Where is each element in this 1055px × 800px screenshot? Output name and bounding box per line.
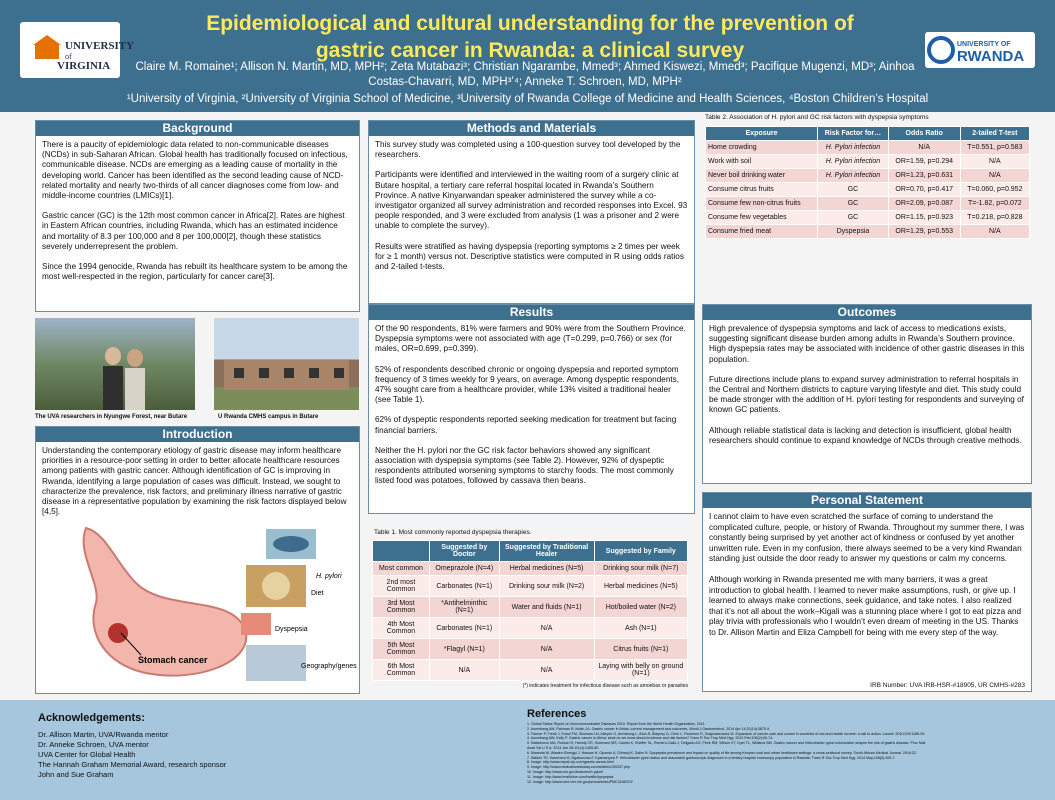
table1-cell: N/A — [429, 660, 499, 681]
svg-text:Stomach cancer: Stomach cancer — [138, 655, 208, 665]
background-paragraph-1: There is a paucity of epidemiologic data related to non-communicable diseases (NCDs) in sub-Saharan African. Global health has traditionally focused on infectious, communicable disease. NCDs are emerging as a leading cause of mortality in the developing world. Cancer has been identified as the second leading cause of NCD-related mortality and nearly two-thirds of all cancer diagnoses come from low- and middle-income countries (LMICs)[1]. — [42, 140, 348, 201]
table1-cell: 2nd most Common — [373, 576, 430, 597]
poster-title — [135, 10, 925, 64]
table1-cell: Water and fluids (N=1) — [499, 597, 594, 618]
table1-caption: Table 1. Most commonly reported dyspepsia therapies. — [374, 529, 532, 536]
table2-header-cell: 2-tailed T-test — [960, 127, 1029, 141]
svg-text:of: of — [65, 52, 72, 61]
authors: Claire M. Romaine¹; Allison N. Martin, MD, MPH²; Zeta Mutabazi³; Christian Ngarambe, Mmed³; Ahmed Kiswezi, Mmed³; Pacifique Mugenzi, MD³; Ainhoa Costas-Chavarri, MD, MPH³ʼ⁴; Anneke T. Schroen, MD, MPH² — [135, 61, 915, 88]
table2-row — [706, 225, 1030, 239]
table2 — [705, 126, 1030, 239]
table2-cell: OR=2.09, p=0.087 — [888, 197, 960, 211]
acknowledgements-list — [38, 730, 226, 780]
table1-cell: N/A — [499, 660, 594, 681]
table1-cell: *Antihelminthic (N=1) — [429, 597, 499, 618]
table2-cell: Consume few vegetables — [706, 211, 818, 225]
building-icon — [214, 318, 359, 410]
table2-cell: Consume citrus fruits — [706, 183, 818, 197]
outcomes-paragraph-3: Although reliable statistical data is lacking and detection is insufficient, global health researchers should continue to expand knowledge of NCDs through creative methods. — [709, 425, 1022, 445]
table2-cell: GC — [818, 183, 889, 197]
reference-item: 12. Image: http://www.ncbi.nlm.nih.gov/pmc/articles/PMC3156370/ — [527, 779, 633, 784]
affiliations: ¹University of Virginia, ²University of Virginia School of Medicine, ³University of Rwanda College of Medicine and Health Sciences, ⁴Boston Children’s Hospital — [126, 93, 929, 105]
title-line-2: gastric cancer in Rwanda: a clinical survey — [315, 39, 745, 62]
table2-cell: OR=1.23, p=0.631 — [888, 169, 960, 183]
outcomes-paragraph-2: Future directions include plans to expand survey administration to referral hospitals in the Central and Northern districts to capture varying lifestyle and diet. This study could be made stronger with the addition of H. pylori testing for respondents and surveying of known GC patients. — [709, 374, 1024, 415]
table1-cell: N/A — [499, 639, 594, 660]
acknowledgement-item: Dr. Anneke Schroen, UVA mentor — [38, 740, 149, 749]
results-paragraph-3: 62% of dyspeptic respondents reported seeking medication for treatment but facing financial barriers. — [375, 415, 677, 435]
introduction-paragraph: Understanding the contemporary etiology of gastric disease may inform healthcare priorities in a resource-poor setting in order to better allocate healthcare resources among patients with gastric cancer. Although identification of GC is improving in Rwanda, identifying a large population of cases was difficult. Instead, we sought to characterize the prevalence, risk factors, and preliminary illness narrative of gastric disease in a representative population by examining the risk factors displayed below [4,5]. — [42, 446, 347, 517]
table2-cell: GC — [818, 197, 889, 211]
outcomes-title: Outcomes — [703, 305, 1031, 320]
researchers-photo-icon — [35, 318, 195, 410]
svg-text:RWANDA: RWANDA — [957, 48, 1025, 65]
table2-cell: T=0.218, p=0.828 — [960, 211, 1029, 225]
table2-cell: H. Pylori infection — [818, 155, 889, 169]
table1-cell: Herbal medicines (N=5) — [594, 576, 687, 597]
table1-row — [373, 618, 688, 639]
table1-cell: Most common — [373, 562, 430, 576]
acknowledgement-item: UVA Center for Global Health — [38, 750, 136, 759]
personal-paragraph-2: Although working in Rwanda presented me with many barriers, it was a great introduction to global health. I learned to never make assumptions, rush, or give up. I learned to always make connections, seek guidance, and take notes. I also realized that it’s not all about the work–Kigali was a stunning place where I got to eat pizza and play trivia with professionals who I wouldn’t even dream of meeting in the US. Thanks to Dr. Allison Martin and Eliza Campbell for being with me every step of the way. — [709, 574, 1022, 637]
references-list — [527, 722, 927, 784]
table1-cell: Carbonates (N=1) — [429, 618, 499, 639]
table2-cell: T=0.551, p=0.583 — [960, 141, 1029, 155]
reference-item: 5. Matamoros MA, Roesch R, Hamdy CR, Sorensen MS, Cashin K, Sheffer SL, Romero-Gallo J, Delgado AG, Peek RM, Wilson KT, Dyer TL, Williams BM. Gastric cancer and Helicobacter pylori colonization shapes the risk of gastric disease. Proc Natl Acad Sci U S A. 2014 Jan 28;111(4):1455-60. — [527, 741, 926, 750]
reference-item: 6. Mwanda W, Wawire-Ehengyi J, Hassan H, Opondo A, Dhiranji K, Salim N. Dyspepsia prevalence and impact on quality of life among Kenyan rural and urban healthcare settings: a cross-sectional survey. South African Medical Journal. 2016;22. — [527, 750, 917, 755]
methods-section — [368, 120, 695, 304]
title-line-1: Epidemiological and cultural understanding for the prevention of — [206, 12, 854, 35]
table1-cell: Citrus fruits (N=1) — [594, 639, 687, 660]
background-section — [35, 120, 360, 312]
uva-logo — [20, 22, 135, 78]
results-paragraph-2: 52% of respondents described chronic or ongoing dyspepsia and reported symptom frequency of 3 times weekly for 9 years, on average. Among dyspeptic respondents, 47% sought care from a healthcare provider, while 13% visited a traditional healer (see Table 1). — [375, 364, 680, 405]
table1-cell: Drinking sour milk (N=2) — [499, 576, 594, 597]
acknowledgement-item: Dr. Allison Martin, UVA/Rwanda mentor — [38, 730, 169, 739]
acknowledgement-item: The Hannah Graham Memorial Award, research sponsor — [38, 760, 227, 769]
ur-logo — [925, 32, 1035, 68]
reference-item: 3. Farmer P, Frenk J, Knaul FM, Shulman LN, Alleyne G, Armstrong L, Atun R, Blayney D, Chen L, Feachem R, Gospodarowicz M. Expansion of cancer care and control in countries of low and middle income: a call to action. Lancet. 2010;376:1186-93. — [527, 731, 926, 736]
outcomes-section — [702, 304, 1032, 484]
reference-item: 7. Walker TD, Karemera M, Ngabonziza F, Kyamanywa P. Helicobacter pylori status and associated gastroscopic diagnoses in a tertiary hospital endoscopy population in Rwanda. Trans R Soc Trop Med Hyg. 2014 May;108(5):305-7. — [527, 755, 896, 760]
acknowledgement-item: John and Sue Graham — [38, 770, 114, 779]
table2-cell: OR=1.59, p=0.294 — [888, 155, 960, 169]
table2-header-cell: Exposure — [706, 127, 818, 141]
table2-row — [706, 211, 1030, 225]
svg-text:Dyspepsia: Dyspepsia — [275, 626, 308, 633]
background-title: Background — [36, 121, 359, 136]
table2-cell: N/A — [888, 141, 960, 155]
table1-row — [373, 597, 688, 618]
irb-number: IRB Number: UVA IRB-HSR-#18905, UR CMHS-#283 — [870, 682, 1025, 689]
table2-cell: H. Pylori infection — [818, 141, 889, 155]
table2-row — [706, 183, 1030, 197]
svg-text:H. pylori: H. pylori — [316, 573, 342, 580]
table2-cell: N/A — [960, 225, 1029, 239]
campus-photo — [214, 318, 359, 410]
table1-cell: Drinking sour milk (N=7) — [594, 562, 687, 576]
table2-header-cell: Odds Ratio — [888, 127, 960, 141]
table1 — [372, 540, 688, 681]
table1-cell: Ash (N=1) — [594, 618, 687, 639]
table2-cell: GC — [818, 211, 889, 225]
reference-item: 2. Asombang AW, Rahman R, Ibdah JA. Gastric cancer in Africa: current management and outcomes. World J Gastroenterol. 2014 Apr 14;20(14):3875-9. — [527, 726, 771, 731]
table1-cell: Laying with belly on ground (N=1) — [594, 660, 687, 681]
table2-cell: T=-1.82, p=0.072 — [960, 197, 1029, 211]
photo-caption-1: The UVA researchers in Nyungwe Forest, near Butare — [35, 414, 188, 420]
background-paragraph-2: Gastric cancer (GC) is the 12th most common cancer in Africa[2]. Rates are highest in Eastern African countries, including Rwanda, which has an estimated incidence and mortality of 8.3 per 100,000 and 8 per 100,000[2], though these statistics severely underrepresent the problem. — [42, 211, 345, 251]
footer — [0, 700, 1055, 800]
personal-title: Personal Statement — [703, 493, 1031, 508]
reference-item: 9. Image: http://www.medicalnewstoday.com/articles/159337.php — [527, 765, 631, 770]
table2-header-cell: Risk Factor for… — [818, 127, 889, 141]
photo-caption-2: U Rwanda CMHS campus in Butare — [218, 414, 319, 420]
reference-item: 4. Asombang AW, Kelly P. Gastric cancer in Africa: what do we know about incidence and risk factors? Trans R Soc Trop Med Hyg. 2012 Feb;106(2):69-74. — [527, 736, 774, 741]
table1-cell: 6th Most Common — [373, 660, 430, 681]
introduction-section — [35, 426, 360, 694]
table2-container — [705, 126, 1030, 239]
table2-cell: N/A — [960, 169, 1029, 183]
table1-cell: *Flagyl (N=1) — [429, 639, 499, 660]
table1-cell: Carbonates (N=1) — [429, 576, 499, 597]
svg-text:UNIVERSITY OF: UNIVERSITY OF — [957, 41, 1011, 48]
table1-row — [373, 576, 688, 597]
table2-row — [706, 169, 1030, 183]
table2-row — [706, 141, 1030, 155]
table1-header-cell: Suggested by Family — [594, 541, 687, 562]
table1-row — [373, 660, 688, 681]
methods-paragraph-2: Participants were identified and interviewed in the waiting room of a surgery clinic at Butare hospital, a tertiary care referral hospital located in Rwanda’s Southern Province. A native Kinyarwandan speaker administered the survey while a co-investigator organized all survey administration and recorded responses into Excel. 93 people responded, and 3 were excluded from analysis (1 was a prisoner and 2 were unable to complete the survey). — [375, 170, 688, 231]
results-title: Results — [369, 305, 694, 320]
table1-cell: 4th Most Common — [373, 618, 430, 639]
results-paragraph-1: Of the 90 respondents, 81% were farmers and 90% were from the Southern Province. Dyspepsia symptoms were not associated with age (T=0.299, p=0.766) or sex (for males, OR=0.699, p=0.399). — [375, 324, 686, 354]
personal-statement-section — [702, 492, 1032, 692]
reference-item: 10. Image: http://www.cdc.gov/features/H-pylori/ — [527, 769, 604, 774]
table1-cell: Omeprazole (N=4) — [429, 562, 499, 576]
results-paragraph-4: Neither the H. pylori nor the GC risk factor behaviors showed any significant association with dyspepsia symptoms (see Table 2). However, 92% of dyspeptic respondents attributed worsening symptoms to starchy foods. The most commonly listed food was potatoes, followed by cassava then beans. — [375, 445, 674, 486]
references-title: References — [527, 708, 587, 720]
table2-cell: Work with soil — [706, 155, 818, 169]
table2-cell: OR=1.29, p=0.553 — [888, 225, 960, 239]
table2-caption: Table 2. Association of H. pylori and GC risk factors with dyspepsia symptoms — [705, 114, 929, 121]
table2-cell: Consume few non-citrus fruits — [706, 197, 818, 211]
table1-cell: Hot/boiled water (N=2) — [594, 597, 687, 618]
table1-header-cell — [373, 541, 430, 562]
table2-row — [706, 197, 1030, 211]
table1-cell: N/A — [499, 618, 594, 639]
table2-cell: OR=1.15, p=0.923 — [888, 211, 960, 225]
table2-cell: Dyspepsia — [818, 225, 889, 239]
results-section — [368, 304, 695, 514]
uva-rotunda-icon — [25, 25, 135, 75]
svg-text:UNIVERSITY: UNIVERSITY — [65, 40, 135, 52]
methods-paragraph-3: Results were stratified as having dyspepsia (reporting symptoms ≥ 2 times per week for ≥ 1 month) versus not. Descriptive statistics were computed in R using odds ratios and 2-tailed t-tests. — [375, 241, 684, 272]
svg-text:VIRGINIA: VIRGINIA — [57, 60, 111, 72]
outcomes-paragraph-1: High prevalence of dyspepsia symptoms and lack of access to medications exists, suggesting significant disease burden among adults in Rwanda’s Southern province. High dyspepsia rates may be associated with incidence of other gastric diseases in this population. — [709, 324, 1025, 364]
table2-cell: Home crowding — [706, 141, 818, 155]
table2-cell: N/A — [960, 155, 1029, 169]
table1-header-cell: Suggested by Traditional Healer — [499, 541, 594, 562]
table1-row — [373, 639, 688, 660]
table1-cell: Herbal medicines (N=5) — [499, 562, 594, 576]
table1-header-cell: Suggested by Doctor — [429, 541, 499, 562]
background-paragraph-3: Since the 1994 genocide, Rwanda has rebuilt its healthcare system to be among the most well-respected in the region, particularly for cancer care[3]. — [42, 262, 348, 282]
methods-title: Methods and Materials — [369, 121, 694, 136]
table2-row — [706, 155, 1030, 169]
table1-row — [373, 562, 688, 576]
reference-item: 1. Global Status Report on Noncommunicable Diseases 2010. Report from the World Health Organization, 2011. — [527, 722, 706, 726]
table1-cell: 5th Most Common — [373, 639, 430, 660]
table1-cell: 3rd Most Common — [373, 597, 430, 618]
table2-cell: H. Pylori infection — [818, 169, 889, 183]
svg-text:Geography/genes: Geography/genes — [301, 663, 357, 670]
reference-item: 8. Image: http://www.nepal-vip.com/gastric-cancer.html — [527, 760, 615, 765]
reference-item: 11. Image: http://www.healthline.com/health/dyspepsia — [527, 774, 614, 779]
ur-emblem-icon — [925, 32, 1035, 68]
personal-paragraph-1: I cannot claim to have even scratched the surface of coming to understand the complicated culture, people, or history of Rwanda. Throughout my summer there, I was constantly being surprised by yet another act of kindness or confused by yet another unwritten rule. Even in my confusion, there always seemed to be a very kind Rwandan standing just outside the door ready to answer my questions or calm my concerns. — [709, 512, 1025, 564]
methods-paragraph-1: This survey study was completed using a 100-question survey tool developed by the researchers. — [375, 140, 681, 160]
forest-photo — [35, 318, 195, 410]
table2-cell: Never boil drinking water — [706, 169, 818, 183]
table1-container — [372, 540, 688, 689]
table1-footnote: (*) indicates treatment for infectious disease such as amoebas or parasites — [522, 683, 688, 689]
table2-cell: Consume fried meat — [706, 225, 818, 239]
svg-text:Diet: Diet — [311, 590, 324, 597]
table2-cell: T=0.060, p=0.952 — [960, 183, 1029, 197]
table2-cell: OR=0.70, p=0.417 — [888, 183, 960, 197]
stomach-diagram — [46, 523, 356, 688]
introduction-title: Introduction — [36, 427, 359, 442]
poster-header — [0, 0, 1055, 112]
acknowledgements-title: Acknowledgements: — [38, 712, 145, 724]
